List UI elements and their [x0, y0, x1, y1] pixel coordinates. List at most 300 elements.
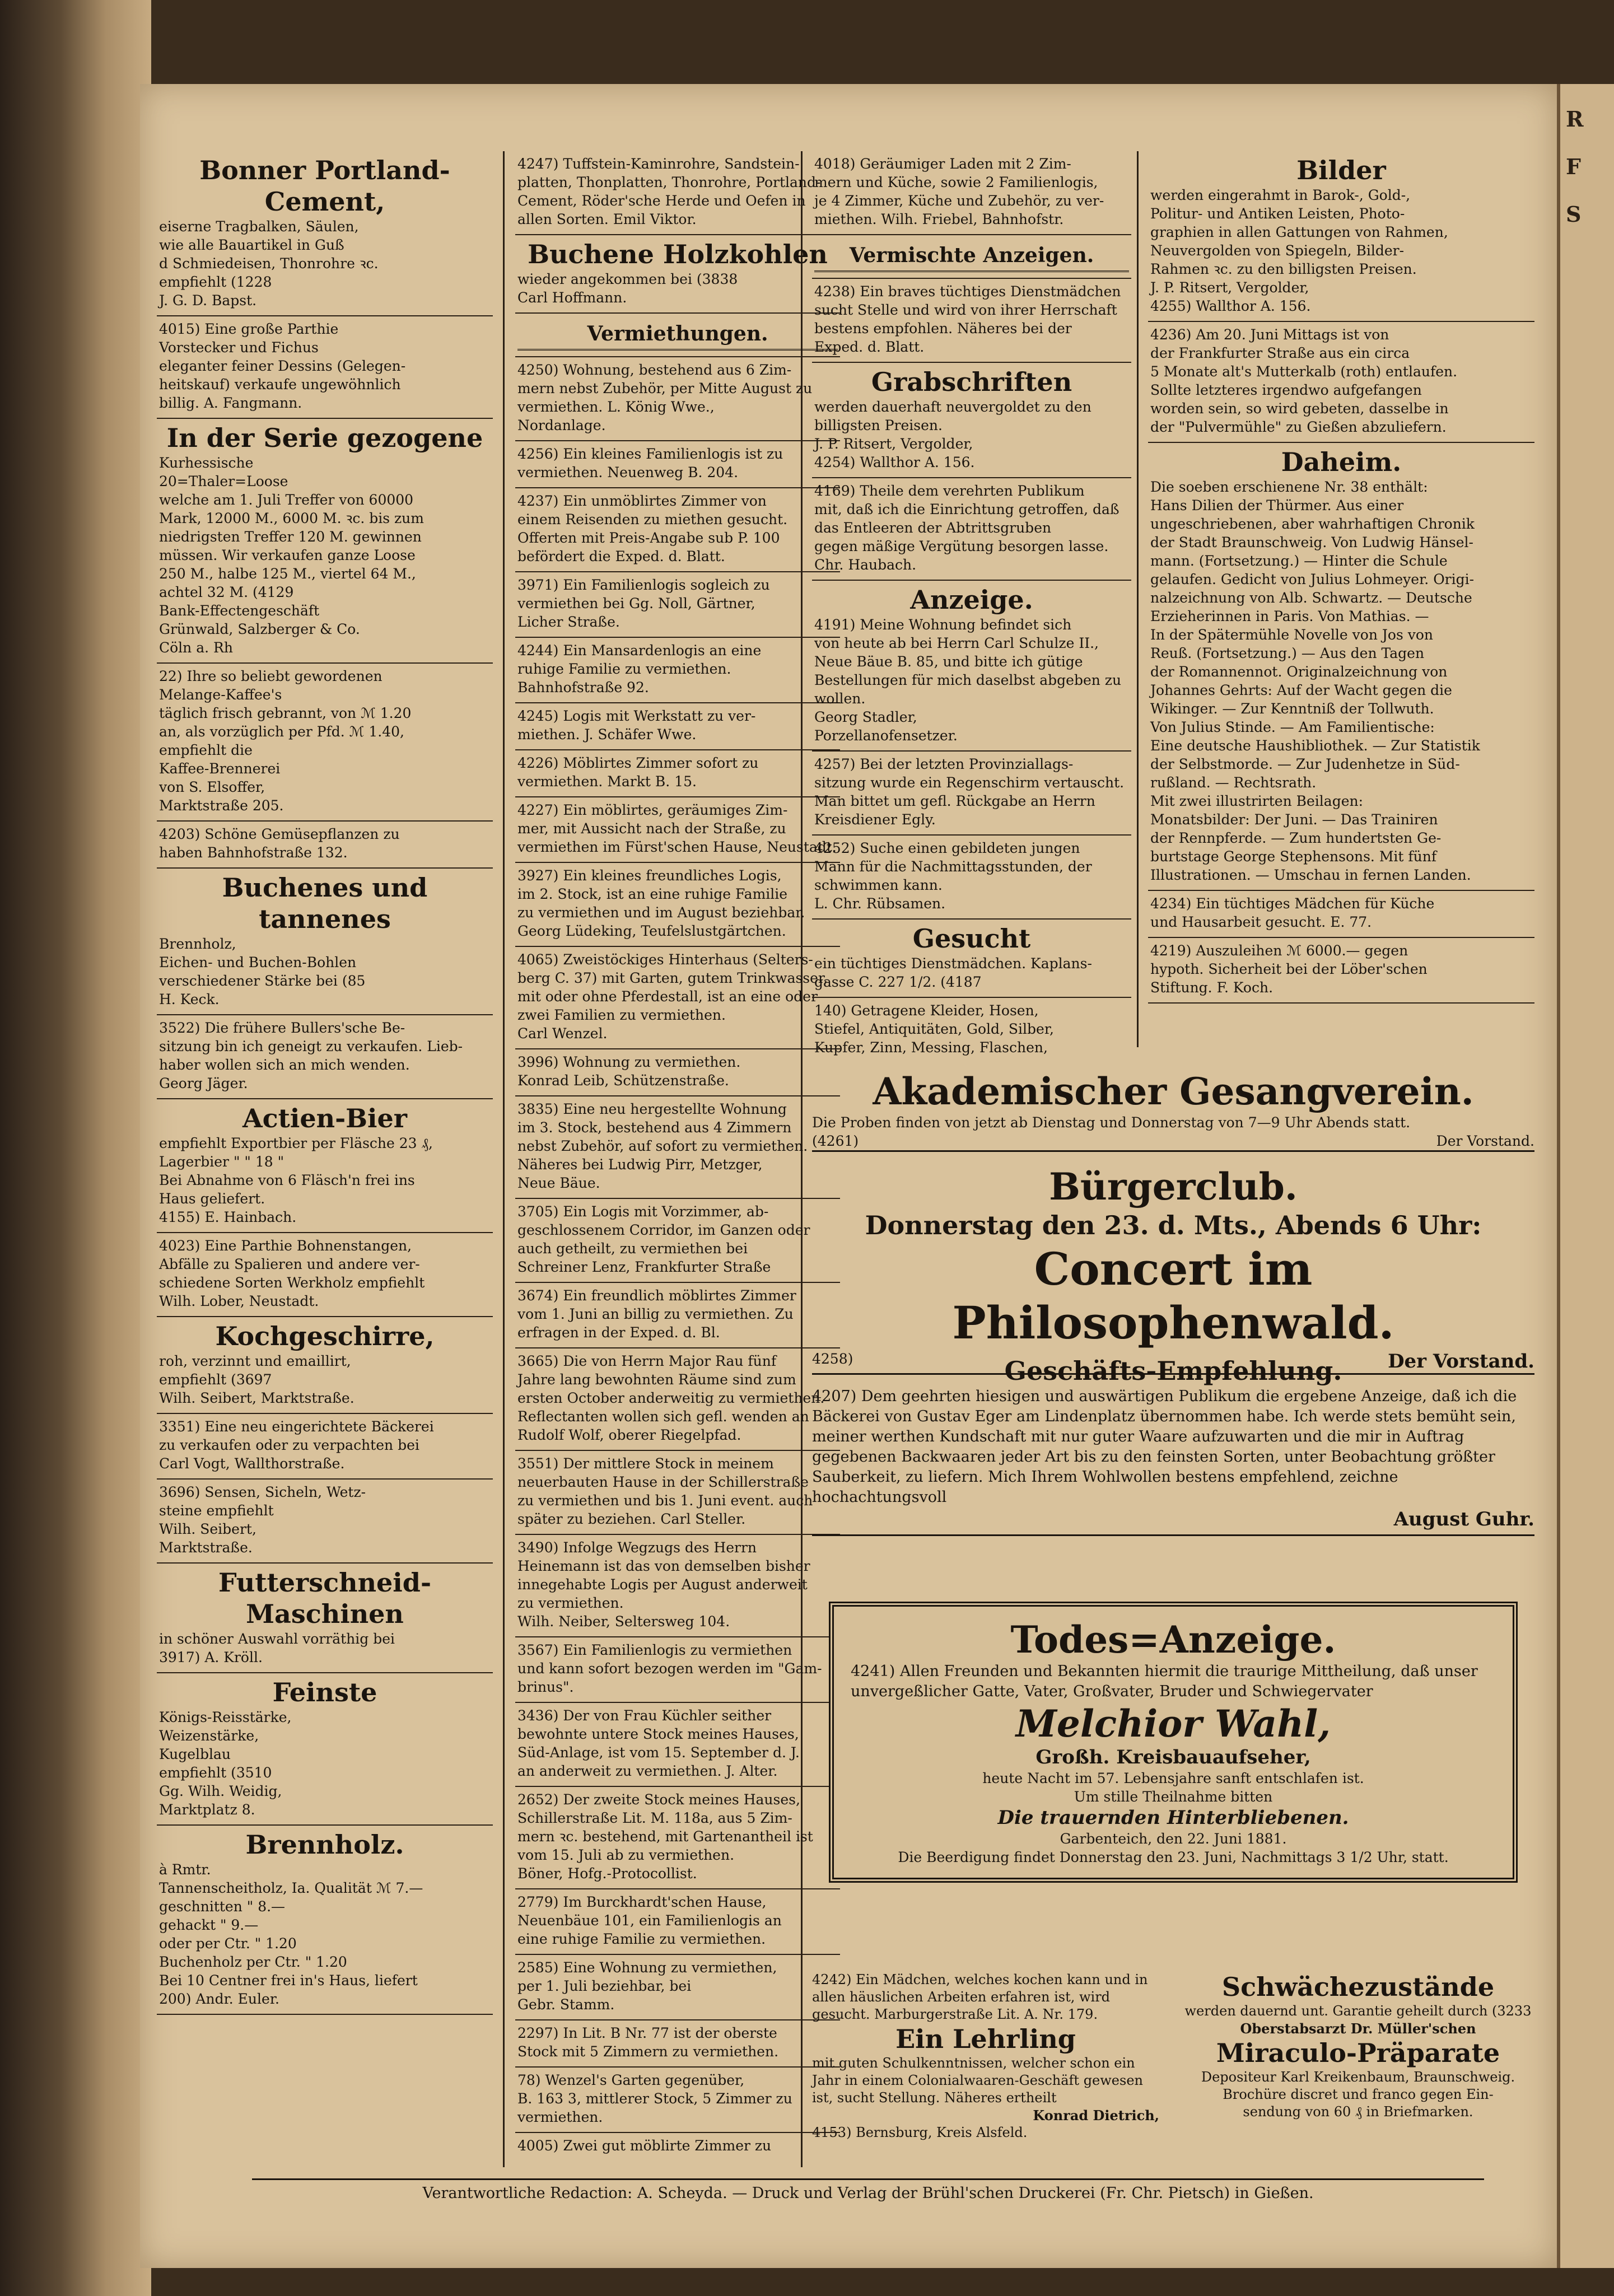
- ad-line: sitzung wurde ein Regenschirm vertauscht.: [814, 774, 1125, 791]
- ad-line: 4219) Auszuleihen ℳ 6000.— gegen: [1150, 942, 1408, 959]
- ad-line: Reuß. (Fortsetzung.) — Aus den Tagen: [1150, 645, 1425, 661]
- advertisement: [515, 1096, 840, 1199]
- ad-line: Grünwald, Salzberger & Co.: [159, 621, 360, 637]
- advertisement: [812, 920, 1131, 998]
- ad-line: Vermischte Anzeigen.: [814, 239, 1129, 272]
- ad-line: ersten October anderweitig zu vermiethen.: [517, 1390, 825, 1406]
- schwaeche-l6: sendung von 60 ₰ in Briefmarken.: [1243, 2104, 1473, 2120]
- advertisement: [812, 151, 1131, 235]
- ad-line: Carl Wenzel.: [517, 1025, 608, 1042]
- ad-line: an, als vorzüglich per Pfd. ℳ 1.40,: [159, 724, 404, 740]
- ad-line: 250 M., halbe 125 M., viertel 64 M.,: [159, 566, 416, 582]
- ad-line: Grabschriften: [871, 367, 1072, 397]
- ad-line: Böner, Hofg.-Protocollist.: [517, 1865, 697, 1882]
- ad-line: Tannenscheitholz, Ia. Qualität ℳ 7.—: [159, 1880, 423, 1896]
- ad-line: Schillerstraße Lit. M. 118a, aus 5 Zim-: [517, 1810, 792, 1826]
- ad-line: Licher Straße.: [517, 614, 620, 630]
- advertisement: [157, 822, 493, 869]
- ad-line: 4250) Wohnung, bestehend aus 6 Zim-: [517, 362, 792, 378]
- ad-line: In der Serie gezogene: [166, 423, 483, 453]
- imprint-footer: Verantwortliche Redaction: A. Scheyda. — Druck und Verlag der Brühl'schen Druckerei (Fr. Chr. Pietsch) in Gießen.: [252, 2178, 1484, 2202]
- advertisement: [157, 869, 493, 1015]
- column-1: [157, 151, 493, 2156]
- ad-line: 3351) Eine neu eingerichtete Bäckerei: [159, 1418, 434, 1435]
- gesangverein-sign: Der Vorstand.: [1436, 1133, 1534, 1149]
- ad-line: 3567) Ein Familienlogis zu vermiethen: [517, 1642, 792, 1658]
- advertisement: [1148, 322, 1534, 443]
- advertisement: [157, 316, 493, 419]
- ad-line: Konrad Leib, Schützenstraße.: [517, 1072, 729, 1089]
- ad-line: vom 1. Juni an billig zu vermiethen. Zu: [517, 1306, 794, 1322]
- geschaeft-sign: August Guhr.: [812, 1508, 1534, 1536]
- ad-line: nalzeichnung von Alb. Schwartz. — Deutsche: [1150, 590, 1472, 606]
- ad-line: Jahre lang bewohnten Räume sind zum: [517, 1371, 796, 1388]
- ad-line: steine empfiehlt: [159, 1502, 274, 1519]
- column-2: [515, 151, 840, 2156]
- advertisement: [515, 1199, 840, 1283]
- book-binding-edge: [0, 0, 151, 2296]
- ad-line: 3917) A. Kröll.: [159, 1649, 263, 1665]
- ad-line: werden dauerhaft neuvergoldet zu den: [814, 399, 1091, 415]
- ad-line: der Rennpferde. — Zum hundertsten Ge-: [1150, 830, 1442, 846]
- ad-lehrling: [812, 1971, 1159, 2141]
- advertisement: [515, 1348, 840, 1451]
- advertisement: [515, 750, 840, 797]
- ad-line: Erzieherinnen in Paris. Von Mathias. —: [1150, 608, 1429, 624]
- advertisement: [515, 1283, 840, 1348]
- ad-line: Marktstraße.: [159, 1539, 253, 1556]
- ad-line: empfiehlt Exportbier per Fläsche 23 ₰,: [159, 1135, 433, 1151]
- ad-line: hypoth. Sicherheit bei der Löber'schen: [1150, 961, 1428, 977]
- ad-line: mern ꝛc. bestehend, mit Gartenantheil ist: [517, 1828, 813, 1845]
- advertisement: [515, 2020, 840, 2068]
- ad-line: 4227) Ein möblirtes, geräumiges Zim-: [517, 802, 788, 818]
- ad-line: Georg Jäger.: [159, 1075, 248, 1091]
- advertisement: [1148, 151, 1534, 322]
- ad-line: erfragen in der Exped. d. Bl.: [517, 1324, 720, 1341]
- ad-line: Marktstraße 205.: [159, 797, 284, 814]
- column-rule: [1137, 151, 1139, 1047]
- ad-line: per 1. Juli beziehbar, bei: [517, 1978, 692, 1994]
- death-line5: Die Beerdigung findet Donnerstag den 23. Juni, Nachmittags 3 1/2 Uhr, statt.: [898, 1849, 1449, 1865]
- ad-line: ungeschriebenen, aber wahrhaftigen Chronik: [1150, 516, 1475, 532]
- ad-line: von S. Elsoffer,: [159, 779, 265, 795]
- advertisement: [157, 151, 493, 316]
- ad-line: der Stadt Braunschweig. Von Ludwig Hänsel-: [1150, 534, 1474, 550]
- geschaeft-body: 4207) Dem geehrten hiesigen und auswärtigen Publikum die ergebene Anzeige, daß ich die Bäckerei von Gustav Eger am Lindenplatz übernommen habe. Ich werde stets bemüht sein, meiner werthen Kundschaft mit nur guter Waare aufzuwarten und die mir in Auftrag gegebenen Backwaaren jeder Art bis zu den feinsten Sorten, unter Beobachtung größter Sauberkeit, zu liefern. Mich Ihrem Wohlwollen bestens empfehlend, zeichne hochachtungsvoll: [812, 1388, 1517, 1506]
- ad-line: Anzeige.: [910, 585, 1033, 615]
- ad-line: 4234) Ein tüchtiges Mädchen für Küche: [1150, 895, 1435, 912]
- column-4: [1148, 151, 1534, 1058]
- ad-line: bestens empfohlen. Näheres bei der: [814, 320, 1072, 337]
- ad-line: Von Julius Stinde. — Am Familientische:: [1150, 719, 1435, 735]
- buergerclub-title: Bürgerclub.: [1049, 1165, 1298, 1208]
- ad-line: 4018) Geräumiger Laden mit 2 Zim-: [814, 156, 1071, 172]
- ad-line: Bestellungen für mich daselbst abgeben zu: [814, 672, 1122, 688]
- ad-line: 4005) Zwei gut möblirte Zimmer zu: [517, 2138, 772, 2154]
- lehrling-body: mit guten Schulkenntnissen, welcher schon ein Jahr in einem Colonialwaaren-Geschäft gewesen ist, sucht Stellung. Näheres ertheilt: [812, 2055, 1143, 2106]
- ad-line: Carl Hoffmann.: [517, 290, 627, 306]
- advertisement: [812, 581, 1131, 752]
- neighbor-fragment: F: [1566, 154, 1581, 179]
- ad-line: 4245) Logis mit Werkstatt zu ver-: [517, 708, 756, 724]
- ad-line: platten, Thonplatten, Thonrohre, Portland-: [517, 174, 821, 190]
- ad-line: Illustrationen. — Umschau in fernen Landen.: [1150, 867, 1471, 883]
- ad-line: miethen. J. Schäfer Wwe.: [517, 726, 697, 743]
- advertisement: [515, 1535, 840, 1637]
- ad-line: später zu beziehen. Carl Steller.: [517, 1511, 746, 1527]
- ad-line: ruhige Familie zu vermiethen.: [517, 661, 731, 677]
- ad-line: Buchene Holzkohlen: [528, 239, 828, 269]
- ad-line: 4191) Meine Wohnung befindet sich: [814, 617, 1072, 633]
- ad-line: empfiehlt (3510: [159, 1765, 272, 1781]
- ad-line: Melange-Kaffee's: [159, 687, 282, 703]
- ad-line: Kreisdiener Egly.: [814, 811, 936, 828]
- ad-line: Buchenes und tannenes: [222, 872, 428, 934]
- ad-line: 140) Getragene Kleider, Hosen,: [814, 1002, 1039, 1019]
- ad-line: der Frankfurter Straße aus ein circa: [1150, 345, 1410, 361]
- advertisement: [157, 1015, 493, 1099]
- ad-line: 20=Thaler=Loose: [159, 473, 288, 489]
- ad-line: oder per Ctr. " 1.20: [159, 1935, 297, 1952]
- ad-line: zu vermiethen.: [517, 1595, 624, 1611]
- ad-line: Cement, Röder'sche Herde und Oefen in: [517, 193, 806, 209]
- neighbor-fragment: S: [1566, 202, 1582, 227]
- ad-line: innegehabte Logis per August anderweit: [517, 1576, 808, 1593]
- ad-line: Mark, 12000 M., 6000 M. ꝛc. bis zum: [159, 510, 424, 526]
- ad-line: geschlossenem Corridor, im Ganzen oder: [517, 1222, 810, 1238]
- ad-line: in schöner Auswahl vorräthig bei: [159, 1631, 395, 1647]
- lehrling-place: 4153) Bernsburg, Kreis Alsfeld.: [812, 2125, 1028, 2140]
- ad-line: Daheim.: [1281, 447, 1402, 477]
- death-name: Melchior Wahl,: [1015, 1702, 1331, 1746]
- ad-line: brinus".: [517, 1679, 574, 1695]
- ad-line: billig. A. Fangmann.: [159, 395, 302, 411]
- ad-line: 4226) Möblirtes Zimmer sofort zu: [517, 755, 759, 771]
- death-body: 4241) Allen Freunden und Bekannten hiermit die traurige Mittheilung, daß unser unvergeßlicher Gatte, Vater, Großvater, Bruder und Schwiegervater: [851, 1663, 1478, 1700]
- advertisement: [515, 488, 840, 572]
- buergerclub-concert: Concert im Philosophenwald.: [952, 1243, 1394, 1349]
- ad-line: 3674) Ein freundlich möblirtes Zimmer: [517, 1287, 796, 1304]
- ad-line: Weizenstärke,: [159, 1728, 259, 1744]
- ad-line: 3436) Der von Frau Küchler seither: [517, 1707, 772, 1724]
- ad-line: Stock mit 5 Zimmern zu vermiethen.: [517, 2043, 779, 2060]
- ad-line: Näheres bei Ludwig Pirr, Metzger,: [517, 1156, 763, 1173]
- ad-line: Vermiethungen.: [517, 317, 838, 351]
- ad-line: d Schmiedeisen, Thonrohre ꝛc.: [159, 255, 379, 272]
- advertisement: [515, 1787, 840, 1889]
- buergerclub-ref: 4258): [812, 1351, 853, 1367]
- death-line2: Um stille Theilnahme bitten: [1074, 1789, 1273, 1805]
- ad-line: miethen. Wilh. Friebel, Bahnhofstr.: [814, 211, 1064, 227]
- advertisement: [812, 235, 1131, 279]
- advertisement: [515, 2133, 840, 2156]
- advertisement: [515, 314, 840, 357]
- ad-line: Man bittet um gefl. Rückgabe an Herrn: [814, 793, 1095, 809]
- ad-line: 4247) Tuffstein-Kaminrohre, Sandstein-: [517, 156, 800, 172]
- death-title: Todes=Anzeige.: [1010, 1618, 1336, 1662]
- ad-schwaeche: [1182, 1971, 1534, 2121]
- ad-line: Vorstecker und Fichus: [159, 339, 319, 356]
- ad-line: heitskauf) verkaufe ungewöhnlich: [159, 376, 401, 393]
- ad-line: berg C. 37) mit Garten, gutem Trinkwasser,: [517, 970, 828, 986]
- ad-line: Wilh. Seibert,: [159, 1521, 256, 1537]
- ad-line: 4255) Wallthor A. 156.: [1150, 298, 1311, 314]
- ad-line: 3996) Wohnung zu vermiethen.: [517, 1054, 741, 1070]
- advertisement: [1148, 891, 1534, 938]
- ad-line: 3835) Eine neu hergestellte Wohnung: [517, 1101, 787, 1117]
- advertisement: [515, 441, 840, 488]
- ad-line: 3705) Ein Logis mit Vorzimmer, ab-: [517, 1203, 769, 1220]
- ad-line: an anderweit zu vermiethen. J. Alter.: [517, 1763, 778, 1779]
- ad-line: 4023) Eine Parthie Bohnenstangen,: [159, 1238, 412, 1254]
- gesangverein-title: Akademischer Gesangverein.: [873, 1070, 1474, 1113]
- ad-line: vermiethen.: [517, 2109, 603, 2125]
- advertisement: [812, 363, 1131, 478]
- ad-line: der "Pulvermühle" zu Gießen abzuliefern.: [1150, 419, 1447, 435]
- ad-line: 22) Ihre so beliebt gewordenen: [159, 668, 382, 684]
- ad-gesangverein: [812, 1070, 1534, 1152]
- ad-line: achtel 32 M. (4129: [159, 584, 294, 600]
- ad-line: 3927) Ein kleines freundliches Logis,: [517, 867, 782, 884]
- ad-line: mern nebst Zubehör, per Mitte August zu: [517, 380, 813, 396]
- ad-line: mer, mit Aussicht nach der Straße, zu: [517, 820, 786, 837]
- ad-line: gehackt " 9.—: [159, 1917, 259, 1933]
- ad-line: J. P. Ritsert, Vergolder,: [814, 436, 973, 452]
- ad-line: Buchenholz per Ctr. " 1.20: [159, 1954, 347, 1970]
- ad-line: Wilh. Neiber, Seltersweg 104.: [517, 1613, 730, 1630]
- ad-line: Bei 10 Centner frei in's Haus, liefert: [159, 1972, 418, 1989]
- advertisement: [515, 638, 840, 703]
- ad-line: Die soeben erschienene Nr. 38 enthält:: [1150, 479, 1428, 495]
- ad-line: der Romannennot. Originalzeichnung von: [1150, 664, 1448, 680]
- advertisement: [157, 1826, 493, 2015]
- ad-line: mit oder ohne Pferdestall, ist an eine oder: [517, 988, 818, 1005]
- ad-line: empfiehlt die: [159, 742, 253, 758]
- ad-line: schwimmen kann.: [814, 877, 943, 893]
- ad-line: ein tüchtiges Dienstmädchen. Kaplans-: [814, 955, 1092, 972]
- ad-line: Marktplatz 8.: [159, 1802, 255, 1818]
- ad-line: je 4 Zimmer, Küche und Zubehör, zu ver-: [814, 193, 1104, 209]
- ad-line: J. G. D. Bapst.: [159, 292, 257, 309]
- ad-line: das Entleeren der Abtrittsgruben: [814, 520, 1052, 536]
- ad-buergerclub: [812, 1165, 1534, 1375]
- ad-line: Bank-Effectengeschäft: [159, 603, 320, 619]
- ad-line: Politur- und Antiken Leisten, Photo-: [1150, 206, 1405, 222]
- ad-line: Gg. Wilh. Weidig,: [159, 1783, 282, 1799]
- ad-line: 4237) Ein unmöblirtes Zimmer von: [517, 493, 767, 509]
- ad-line: nebst Zubehör, auf sofort zu vermiethen.: [517, 1138, 808, 1154]
- ad-line: B. 163 3, mittlerer Stock, 5 Zimmer zu: [517, 2090, 792, 2107]
- ad-line: Eichen- und Buchen-Bohlen: [159, 954, 357, 970]
- ad-line: 3522) Die frühere Bullers'sche Be-: [159, 1020, 405, 1036]
- ad-line: 4238) Ein braves tüchtiges Dienstmädchen: [814, 283, 1121, 300]
- advertisement: [157, 1099, 493, 1233]
- ad-line: von heute ab bei Herrn Carl Schulze II.,: [814, 635, 1099, 651]
- ad-line: zu vermiethen und bis 1. Juni event. auch: [517, 1492, 813, 1509]
- ad-line: Stiftung. F. Koch.: [1150, 979, 1274, 996]
- ad-line: Exped. d. Blatt.: [814, 339, 925, 355]
- ad-line: 4257) Bei der letzten Provinziallags-: [814, 756, 1074, 772]
- advertisement: [515, 1049, 840, 1096]
- ad-line: Carl Vogt, Wallthorstraße.: [159, 1455, 345, 1472]
- newspaper-page: [140, 84, 1557, 2268]
- gesangverein-ref: (4261): [812, 1133, 859, 1149]
- ad-line: sucht Stelle und wird von ihrer Herrschaft: [814, 302, 1117, 318]
- ad-line: Nordanlage.: [517, 417, 606, 433]
- buergerclub-sign: Der Vorstand.: [1388, 1350, 1534, 1373]
- ad-line: geschnitten " 8.—: [159, 1898, 286, 1915]
- geschaeft-title: Geschäfts-Empfehlung.: [1004, 1356, 1342, 1386]
- advertisement: [515, 797, 840, 863]
- ad-line: und kann sofort bezogen werden im "Gam-: [517, 1660, 822, 1677]
- ad-line: billigsten Preisen.: [814, 417, 943, 433]
- ad-line: rußland. — Rechtsrath.: [1150, 774, 1317, 791]
- advertisement: [515, 703, 840, 750]
- ad-line: 2652) Der zweite Stock meines Hauses,: [517, 1791, 800, 1808]
- ad-line: 4169) Theile dem verehrten Publikum: [814, 483, 1085, 499]
- ad-line: zwei Familien zu vermiethen.: [517, 1007, 726, 1023]
- ad-line: Heinemann ist das von demselben bisher: [517, 1558, 810, 1574]
- schwaeche-l1: werden dauernd unt. Garantie geheilt durch (3233: [1184, 2003, 1532, 2019]
- ad-line: vom 15. Juli ab zu vermiethen.: [517, 1847, 735, 1863]
- advertisement: [812, 836, 1131, 920]
- ad-line: zu vermiethen und im August beziehbar.: [517, 904, 805, 921]
- ad-line: 4203) Schöne Gemüsepflanzen zu: [159, 826, 400, 842]
- ad-line: Chr. Haubach.: [814, 557, 917, 573]
- ad-line: 200) Andr. Euler.: [159, 1991, 279, 2007]
- advertisement: [812, 478, 1131, 581]
- ad-line: Cöln a. Rh: [159, 640, 233, 656]
- advertisement: [515, 572, 840, 638]
- advertisement: [157, 1564, 493, 1673]
- ad-line: gelaufen. Gedicht von Julius Lohmeyer. Origi-: [1150, 571, 1475, 587]
- ad-line: Reflectanten wollen sich gefl. wenden an: [517, 1408, 809, 1425]
- ad-line: roh, verzinnt und emaillirt,: [159, 1353, 351, 1369]
- advertisement: [515, 2068, 840, 2133]
- ad-line: Bei Abnahme von 6 Fläsch'n frei ins: [159, 1172, 415, 1188]
- ad-line: [517, 2155, 838, 2156]
- ad-geschaeft: [812, 1355, 1534, 1536]
- ad-line: Gesucht: [912, 923, 1031, 954]
- ad-line: 4065) Zweistöckiges Hinterhaus (Selters-: [517, 951, 813, 968]
- schwaeche-l2: Oberstabsarzt Dr. Müller'schen: [1240, 2020, 1476, 2037]
- ad-line: Wilh. Lober, Neustadt.: [159, 1293, 319, 1309]
- ad-line: à Rmtr.: [159, 1861, 211, 1878]
- ad-line: Stiefel, Antiquitäten, Gold, Silber,: [814, 1021, 1054, 1037]
- ad-line: [814, 1057, 1129, 1058]
- advertisement: [812, 998, 1131, 1058]
- schwaeche-l4: Depositeur Karl Kreikenbaum, Braunschweig.: [1201, 2069, 1515, 2085]
- ad-line: 4244) Ein Mansardenlogis an eine: [517, 642, 762, 659]
- ad-line: Hans Dilien der Thürmer. Aus einer: [1150, 497, 1404, 514]
- ad-line: im 3. Stock, bestehend aus 4 Zimmern: [517, 1119, 792, 1136]
- ad-line: wieder angekommen bei (3838: [517, 271, 738, 287]
- advertisement: [1148, 938, 1534, 1004]
- ad-line: 78) Wenzel's Garten gegenüber,: [517, 2072, 745, 2088]
- ad-line: burtstage George Stephensons. Mit fünf: [1150, 848, 1437, 865]
- ad-line: Feinste: [272, 1677, 377, 1707]
- death-role: Großh. Kreisbauaufseher,: [1035, 1746, 1311, 1768]
- schwaeche-l3: Miraculo-Präparate: [1216, 2038, 1500, 2068]
- ad-line: 5 Monate alt's Mutterkalb (roth) entlaufen.: [1150, 363, 1458, 380]
- ad-line: Kochgeschirre,: [215, 1321, 435, 1351]
- ad-line: 2585) Eine Wohnung zu vermiethen,: [517, 1959, 777, 1976]
- ad-line: Rudolf Wolf, oberer Riegelpfad.: [517, 1427, 741, 1443]
- ad-line: J. P. Ritsert, Vergolder,: [1150, 279, 1309, 296]
- column-3: [812, 151, 1131, 1058]
- ad-line: vermiethen. Markt B. 15.: [517, 773, 697, 790]
- ad-line: sitzung bin ich geneigt zu verkaufen. Lieb-: [159, 1038, 463, 1054]
- ad-line: zu verkaufen oder zu verpachten bei: [159, 1437, 419, 1453]
- advertisement: [515, 1637, 840, 1703]
- death-line1: heute Nacht im 57. Lebensjahre sanft entschlafen ist.: [982, 1770, 1364, 1786]
- ad-death-notice: [812, 1596, 1534, 1888]
- ad-line: 4236) Am 20. Juni Mittags ist von: [1150, 326, 1389, 343]
- ad-line: Brennholz.: [245, 1830, 404, 1860]
- neighbor-fragment: R: [1566, 106, 1584, 132]
- ad-line: und Hausarbeit gesucht. E. 77.: [1150, 914, 1372, 930]
- ad-line: Gebr. Stamm.: [517, 1996, 615, 2013]
- advertisement: [515, 1451, 840, 1535]
- ad-line: Futterschneid-Maschinen: [218, 1567, 432, 1629]
- ad-line: eleganter feiner Dessins (Gelegen-: [159, 358, 406, 374]
- ad-line: Königs-Reisstärke,: [159, 1709, 292, 1725]
- ad-line: Kaffee-Brennerei: [159, 760, 281, 777]
- advertisement: [515, 235, 840, 314]
- column-rule: [503, 151, 505, 2167]
- ad-line: Bilder: [1296, 155, 1386, 185]
- ad-line: Eine deutsche Haushibliothek. — Zur Statistik: [1150, 738, 1480, 754]
- advertisement: [515, 863, 840, 947]
- ad-line: Lagerbier " " 18 ": [159, 1154, 284, 1170]
- ad-line: welche am 1. Juli Treffer von 60000: [159, 492, 414, 508]
- ad-line: Wikinger. — Zur Kenntniß der Tollwuth.: [1150, 701, 1434, 717]
- ad-line: bewohnte untere Stock meines Hauses,: [517, 1726, 799, 1742]
- ad-line: Bonner Portland-Cement,: [199, 155, 450, 217]
- ad-line: mann. (Fortsetzung.) — Hinter die Schule: [1150, 553, 1448, 569]
- ad-line: empfiehlt (3697: [159, 1371, 272, 1388]
- ad-line: befördert die Exped. d. Blatt.: [517, 548, 725, 564]
- ad-line: Abfälle zu Spalieren und andere ver-: [159, 1256, 420, 1272]
- ad-line: 3490) Infolge Wegzugs des Herrn: [517, 1539, 757, 1556]
- advertisement: [515, 1703, 840, 1787]
- schwaeche-title: Schwächezustände: [1221, 1972, 1495, 2002]
- ad-line: Brennholz,: [159, 936, 236, 952]
- ad-line: auch getheilt, zu vermiethen bei: [517, 1240, 748, 1257]
- ad-line: Georg Stadler,: [814, 709, 917, 725]
- ad-line: vermiethen. L. König Wwe.,: [517, 399, 715, 415]
- ad-line: Monatsbilder: Der Juni. — Das Trainiren: [1150, 811, 1438, 828]
- schwaeche-l5: Brochüre discret und franco gegen Ein-: [1223, 2087, 1494, 2102]
- advertisement: [157, 1233, 493, 1317]
- ad-line: Sollte letzteres irgendwo aufgefangen: [1150, 382, 1422, 398]
- ad-line: vermiethen. Neuenweg B. 204.: [517, 464, 739, 480]
- ad-line: allen Sorten. Emil Viktor.: [517, 211, 697, 227]
- ad-line: L. Chr. Rübsamen.: [814, 895, 946, 912]
- advertisement: [515, 1889, 840, 1955]
- ad-line: 4256) Ein kleines Familienlogis ist zu: [517, 446, 783, 462]
- ad-line: vermiethen bei Gg. Noll, Gärtner,: [517, 595, 755, 612]
- ad-line: mern und Küche, sowie 2 Familienlogis,: [814, 174, 1098, 190]
- ad-line: verschiedener Stärke bei (85: [159, 973, 366, 989]
- ad-line: Mann für die Nachmittagsstunden, der: [814, 858, 1092, 875]
- ad-line: Rahmen ꝛc. zu den billigsten Preisen.: [1150, 261, 1417, 277]
- ad-line: Georg Lüdeking, Teufelslustgärtchen.: [517, 923, 786, 939]
- ad-line: 4254) Wallthor A. 156.: [814, 454, 975, 470]
- ad-line: haber wollen sich an mich wenden.: [159, 1057, 410, 1073]
- ad-line: In der Spätermühle Novelle von Jos von: [1150, 627, 1434, 643]
